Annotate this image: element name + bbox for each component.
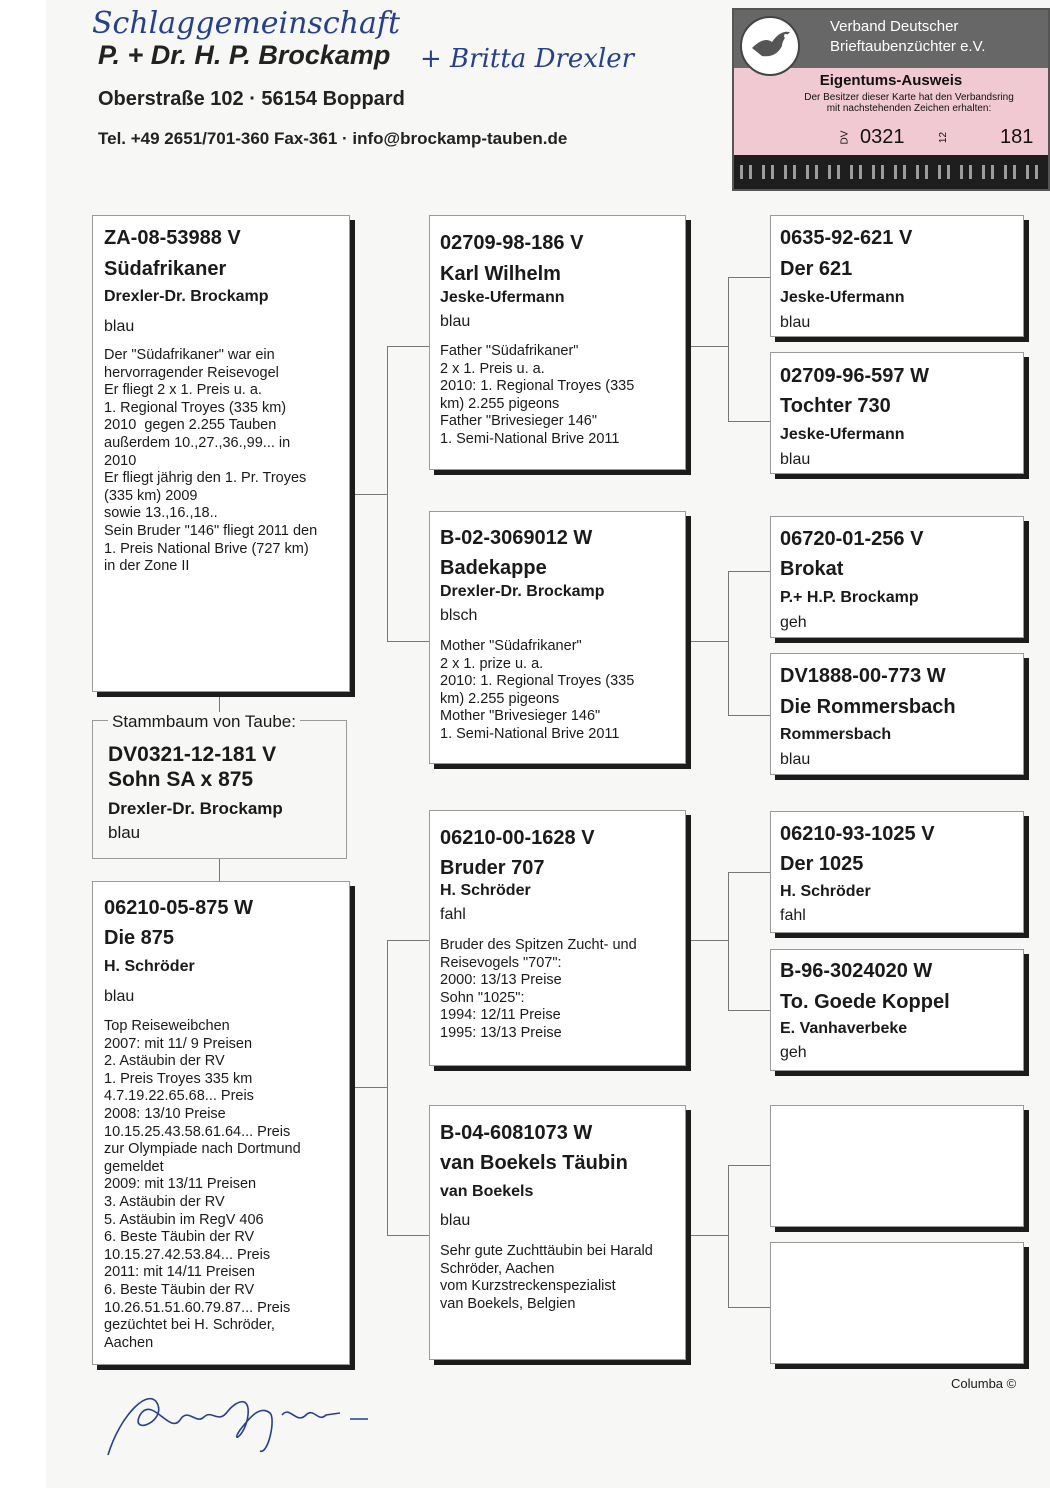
connector [728, 277, 729, 421]
ancestor-color: blau [780, 314, 811, 331]
dam-color: blau [104, 988, 135, 1005]
ancestor-name: Der 1025 [780, 853, 864, 875]
handwritten-addition: + Britta Drexler [420, 44, 635, 74]
loft-name: P. + Dr. H. P. Brockamp [98, 40, 391, 70]
connector [728, 1010, 770, 1011]
card-prefix: DV [839, 130, 851, 145]
granddam-maternal-description: Sehr gute Zuchttäubin bei Harald Schröder, Aachen vom Kurzstreckenspezialist van Boekels, Belgien [440, 1243, 653, 1312]
grandsire-maternal-breeder: H. Schröder [440, 882, 531, 899]
ancestor-color: blau [780, 751, 811, 768]
ancestor-breeder: E. Vanhaverbeke [780, 1020, 908, 1037]
ancestor-ring: DV1888-00-773 W [780, 665, 946, 687]
grandsire-paternal-color: blau [440, 313, 471, 330]
connector [728, 872, 729, 1010]
signature [100, 1375, 380, 1470]
dam-ring: 06210-05-875 W [104, 897, 253, 919]
ancestor-breeder: P.+ H.P. Brockamp [780, 589, 919, 606]
grandsire-maternal-name: Bruder 707 [440, 857, 545, 879]
dam-box [92, 881, 350, 1365]
ancestor-breeder: Rommersbach [780, 726, 892, 743]
grandsire-paternal-description: Father "Südafrikaner" 2 x 1. Preis u. a. 2010: 1. Regional Troyes (335 km) 2.255 pigeons Father "Brivesieger 146" 1. Semi-National Brive 2011 [440, 343, 635, 447]
grandsire-maternal-box [429, 810, 686, 1066]
grandsire-maternal-description: Bruder des Spitzen Zucht- und Reisevogels "707": 2000: 13/13 Preise Sohn "1025": 1994: 12/11 Preise 1995: 13/13 Preise [440, 937, 637, 1041]
subject-ring: DV0321-12-181 V [108, 743, 277, 766]
subject-legend: Stammbaum von Taube: [108, 712, 300, 732]
ancestor-name: To. Goede Koppel [780, 991, 950, 1013]
sire-ring: ZA-08-53988 V [104, 227, 241, 249]
granddam-paternal-box [429, 511, 686, 764]
card-subtitle: Der Besitzer dieser Karte hat den Verbandsring mit nachstehenden Zeichen erhalten: [804, 92, 1014, 114]
granddam-maternal-name: van Boekels Täubin [440, 1152, 628, 1174]
ancestor-ring: 06210-93-1025 V [780, 823, 935, 845]
connector [728, 421, 770, 422]
connector [387, 641, 429, 642]
ancestor-box [770, 949, 1024, 1071]
grandsire-maternal-color: fahl [440, 906, 466, 923]
dam-breeder: H. Schröder [104, 958, 195, 975]
ancestor-box [770, 352, 1024, 474]
connector [387, 346, 388, 641]
ancestor-breeder: Jeske-Ufermann [780, 289, 905, 306]
subject-color: blau [108, 823, 141, 842]
card-org-line2: Brieftaubenzüchter e.V. [830, 38, 986, 55]
connector [728, 277, 770, 278]
ancestor-color: geh [780, 1044, 807, 1061]
pigeon-logo-icon [740, 16, 800, 76]
granddam-maternal-box [429, 1105, 686, 1360]
sire-description: Der "Südafrikaner" war ein hervorragender Reisevogel Er fliegt 2 x 1. Preis u. a. 1. Regional Troyes (335 km) 2010 gegen 2.255 Tauben außerdem 10.,27.,36.,99... in 2010 Er fliegt jährig den 1. Pr. Troyes (335 km) 2009 sowie 13.,16.,18.. Sein Bruder "146" fliegt 2011 den 1. Preis National Brive (727 km) in der Zone II [104, 347, 318, 575]
ancestor-box-empty [770, 1242, 1024, 1364]
card-number: 181 [1000, 126, 1034, 148]
granddam-paternal-breeder: Drexler-Dr. Brockamp [440, 583, 605, 600]
ancestor-box [770, 215, 1024, 337]
connector [728, 1165, 770, 1166]
ancestor-ring: 02709-96-597 W [780, 365, 929, 387]
copyright: Columba © [951, 1376, 1017, 1391]
ancestor-ring: 06720-01-256 V [780, 528, 924, 550]
granddam-paternal-color: blsch [440, 607, 478, 624]
connector [686, 940, 728, 941]
dam-description: Top Reiseweibchen 2007: mit 11/ 9 Preisen 2. Astäubin der RV 1. Preis Troyes 335 km 4.7.19.22.65.68... Preis 2008: 13/10 Preise 10.15.25.43.58.61.64... Preis zur Olympiade nach Dortmund gemeldet 2009: mit 13/11 Preisen 3. Astäubin der RV 5. Astäubin im RegV 406 6. Beste Täubin der RV 10.15.27.42.53.84... Preis 2011: mit 14/11 Preisen 6. Beste Täubin der RV 10.26.51.51.60.79.87... Preis gezüchtet bei H. Schröder, Aachen [104, 1018, 301, 1351]
ancestor-ring: 0635-92-621 V [780, 227, 913, 249]
grandsire-paternal-breeder: Jeske-Ufermann [440, 289, 565, 306]
ancestor-ring: B-96-3024020 W [780, 960, 933, 982]
ancestor-box-empty [770, 1105, 1024, 1227]
ancestor-breeder: H. Schröder [780, 883, 871, 900]
ancestor-box [770, 653, 1024, 775]
connector [728, 571, 729, 715]
card-pattern-band [734, 155, 1048, 189]
connector [387, 940, 388, 1235]
handwritten-team-name: Schlaggemeinschaft [92, 6, 400, 41]
ancestor-color: fahl [780, 907, 806, 924]
ownership-card [732, 8, 1050, 191]
ancestor-color: blau [780, 451, 811, 468]
connector [686, 346, 728, 347]
card-club: 0321 [860, 126, 905, 148]
ancestor-name: Die Rommersbach [780, 696, 956, 718]
connector [350, 494, 387, 495]
connector [728, 571, 770, 572]
connector [387, 940, 429, 941]
connector [686, 1235, 728, 1236]
ancestor-breeder: Jeske-Ufermann [780, 426, 905, 443]
connector [728, 715, 770, 716]
ancestor-name: Tochter 730 [780, 395, 891, 417]
loft-contact: Tel. +49 2651/701-360 Fax-361 · info@brockamp-tauben.de [98, 129, 568, 148]
granddam-maternal-ring: B-04-6081073 W [440, 1122, 593, 1144]
grandsire-maternal-ring: 06210-00-1628 V [440, 827, 595, 849]
grandsire-paternal-ring: 02709-98-186 V [440, 232, 584, 254]
connector [686, 641, 728, 642]
card-org-line1: Verband Deutscher [830, 18, 959, 35]
card-title: Eigentums-Ausweis [819, 72, 963, 89]
sire-box [92, 215, 350, 692]
connector [387, 1235, 429, 1236]
grandsire-paternal-box [429, 215, 686, 470]
ancestor-name: Der 621 [780, 258, 853, 280]
granddam-maternal-color: blau [440, 1212, 471, 1229]
granddam-paternal-ring: B-02-3069012 W [440, 527, 593, 549]
ancestor-color: geh [780, 614, 807, 631]
sire-name: Südafrikaner [104, 258, 227, 280]
dam-name: Die 875 [104, 927, 175, 949]
grandsire-paternal-name: Karl Wilhelm [440, 263, 561, 285]
granddam-paternal-name: Badekappe [440, 557, 547, 579]
ancestor-name: Brokat [780, 558, 844, 580]
sire-breeder: Drexler-Dr. Brockamp [104, 288, 269, 305]
ancestor-box [770, 811, 1024, 933]
subject-name: Sohn SA x 875 [108, 768, 254, 791]
ancestor-box [770, 516, 1024, 638]
connector [219, 859, 220, 881]
granddam-paternal-description: Mother "Südafrikaner" 2 x 1. prize u. a. 2010: 1. Regional Troyes (335 km) 2.255 pigeons Mother "Brivesieger 146" 1. Semi-National Brive 2011 [440, 638, 635, 742]
card-year: 12 [938, 131, 950, 144]
connector [350, 1087, 387, 1088]
connector [728, 872, 770, 873]
granddam-maternal-breeder: van Boekels [440, 1183, 534, 1200]
loft-address: Oberstraße 102 · 56154 Boppard [98, 88, 405, 110]
connector [387, 346, 429, 347]
connector [728, 1165, 729, 1307]
sire-color: blau [104, 318, 135, 335]
subject-breeder: Drexler-Dr. Brockamp [108, 799, 283, 818]
connector [728, 1307, 770, 1308]
